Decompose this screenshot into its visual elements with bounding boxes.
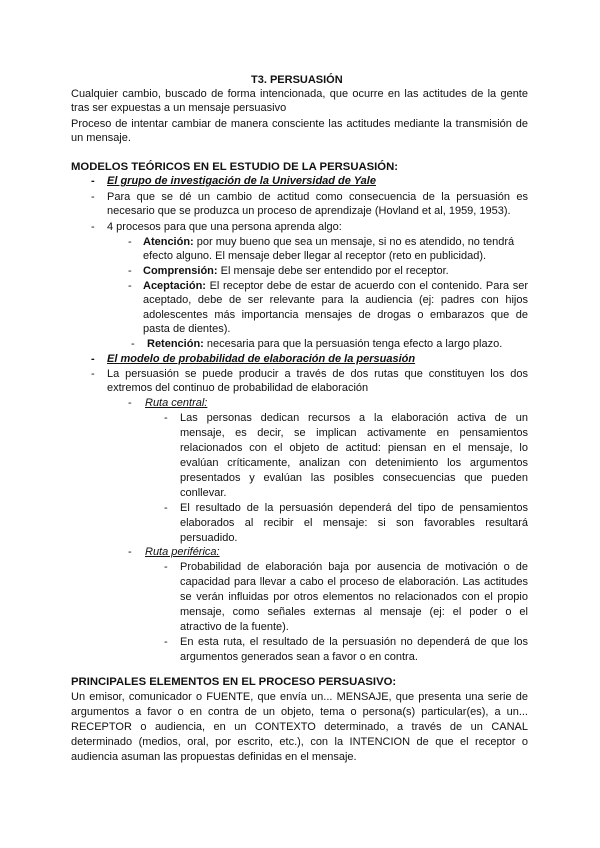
bullet-dash: - bbox=[164, 412, 168, 424]
intro-line: tras ser expuestas a un mensaje persuasivo bbox=[71, 102, 287, 114]
process-item-comprension bbox=[143, 264, 449, 278]
peripheral-item-line: mensaje, como señales externas al mensaje (ej: el poder o el bbox=[180, 606, 528, 618]
process-text: El mensaje debe ser entendido por el receptor. bbox=[217, 265, 449, 277]
elab-paragraph-line: La persuasión se puede producir a través de dos rutas que constituyen los dos bbox=[107, 368, 528, 380]
yale-paragraph-line: Para que se dé un cambio de actitud como consecuencia de la persuasión es bbox=[107, 191, 528, 203]
central-item-line: Las personas dedican recursos a la elaboración activa de un bbox=[180, 412, 528, 424]
central-item-line: persuadido. bbox=[180, 532, 238, 544]
process-text: aceptado, debe de ser relevante para la audiencia (ej: padres con hijos bbox=[143, 294, 528, 306]
page-title: T3. PERSUASIÓN bbox=[251, 74, 343, 86]
central-item-line: El resultado de la persuasión dependerá del tipo de pensamientos bbox=[180, 502, 528, 514]
bullet-dash: - bbox=[91, 353, 95, 365]
section2-line: argumentos a favor o en contra de un objeto, tema o persona(s) particular(es), a un... bbox=[71, 706, 528, 718]
bullet-dash: - bbox=[164, 502, 168, 514]
peripheral-item-line: atractivo de la fuente). bbox=[180, 621, 289, 633]
route-title-central: Ruta central: bbox=[145, 397, 208, 409]
process-text: pasta de dientes). bbox=[143, 323, 231, 335]
bullet-dash: - bbox=[131, 338, 135, 350]
section-heading: PRINCIPALES ELEMENTOS EN EL PROCESO PERSUASIVO: bbox=[71, 676, 397, 688]
peripheral-item-line: capacidad para llevar a cabo el proceso de elaboración. Las actitudes bbox=[180, 576, 528, 588]
bullet-dash: - bbox=[91, 175, 95, 187]
bullet-dash: - bbox=[128, 265, 132, 277]
bullet-dash: - bbox=[128, 280, 132, 292]
peripheral-item-line: Probabilidad de elaboración baja por ausencia de motivación o de bbox=[180, 561, 528, 573]
bullet-dash: - bbox=[164, 561, 168, 573]
process-text: El receptor debe de estar de acuerdo con el contenido. Para ser bbox=[205, 280, 528, 292]
elab-paragraph-line: extremos del continuo de probabilidad de elaboración bbox=[107, 382, 369, 394]
route-title-periferica: Ruta periférica: bbox=[145, 546, 220, 558]
intro-line: un mensaje. bbox=[71, 132, 131, 144]
intro-line: Proceso de intentar cambiar de manera consciente las actitudes mediante la transmisión de bbox=[71, 118, 528, 130]
central-item-line: conllevar. bbox=[180, 487, 227, 499]
peripheral-item-line: argumentos generados sean a favor o en contra. bbox=[180, 651, 418, 663]
intro-line: Cualquier cambio, buscado de forma intencionada, que ocurre en las actitudes de la gente bbox=[71, 88, 528, 100]
process-text: adolescentes más importancia mensajes de drogas o embarazos que de bbox=[143, 309, 528, 321]
process-label: Retención: bbox=[147, 338, 204, 350]
central-item-line: presentados y evalúan las posibles consecuencias que pueden bbox=[180, 472, 528, 484]
process-text: necesaria para que la persuasión tenga efecto a largo plazo. bbox=[203, 338, 503, 350]
central-item-line: evalúan críticamente, analizan con detenimiento los argumentos bbox=[180, 457, 528, 469]
bullet-dash: - bbox=[128, 546, 132, 558]
process-label: Comprensión: bbox=[143, 265, 218, 277]
section-heading: MODELOS TEÓRICOS EN EL ESTUDIO DE LA PERSUASIÓN: bbox=[71, 161, 399, 173]
peripheral-item-line: se verán influidas por otros elementos no relacionados con el propio bbox=[180, 591, 528, 603]
central-item-line: elaborados al recibir el mensaje: si son favorables resultará bbox=[180, 517, 528, 529]
section2-line: RECEPTOR o audiencia, en un CONTEXTO determinado, a través de un CANAL bbox=[71, 721, 528, 733]
process-text: por muy bueno que sea un mensaje, si no es atendido, no tendrá bbox=[193, 236, 515, 248]
bullet-dash: - bbox=[91, 221, 95, 233]
yale-paragraph-line: necesario que se produzca un proceso de aprendizaje (Hovland et al, 1959, 1953). bbox=[107, 205, 511, 217]
process-label: Atención: bbox=[143, 236, 194, 248]
bullet-dash: - bbox=[164, 636, 168, 648]
section2-line: Un emisor, comunicador o FUENTE, que envía un... MENSAJE, que presenta una serie de bbox=[71, 691, 528, 703]
bullet-dash: - bbox=[128, 236, 132, 248]
subsection-title-elaboracion: El modelo de probabilidad de elaboración de la persuasión bbox=[107, 353, 416, 365]
process-item-atencion bbox=[143, 235, 514, 249]
bullet-dash: - bbox=[91, 191, 95, 203]
section2-line: audiencia asuman las propuestas definidas en el mensaje. bbox=[71, 751, 357, 763]
central-item-line: mensaje, es decir, se implican activamente en pensamientos bbox=[180, 427, 528, 439]
process-item-retencion bbox=[147, 337, 502, 351]
process-item-aceptacion bbox=[143, 279, 528, 293]
yale-paragraph-line: 4 procesos para que una persona aprenda algo: bbox=[107, 221, 342, 233]
subsection-title-yale: El grupo de investigación de la Universidad de Yale bbox=[107, 175, 376, 187]
process-label: Aceptación: bbox=[143, 280, 206, 292]
peripheral-item-line: En esta ruta, el resultado de la persuasión no dependerá de que los bbox=[180, 636, 528, 648]
bullet-dash: - bbox=[128, 397, 132, 409]
bullet-dash: - bbox=[91, 368, 95, 380]
process-text: efecto alguno. El mensaje deber llegar al receptor (reto en publicidad). bbox=[143, 250, 487, 262]
section2-line: determinado (medios, oral, por escrito, etc.), con la INTENCION de que el receptor o bbox=[71, 736, 528, 748]
central-item-line: relacionados con el objeto de actitud: piensan en el mensaje, lo bbox=[180, 442, 528, 454]
